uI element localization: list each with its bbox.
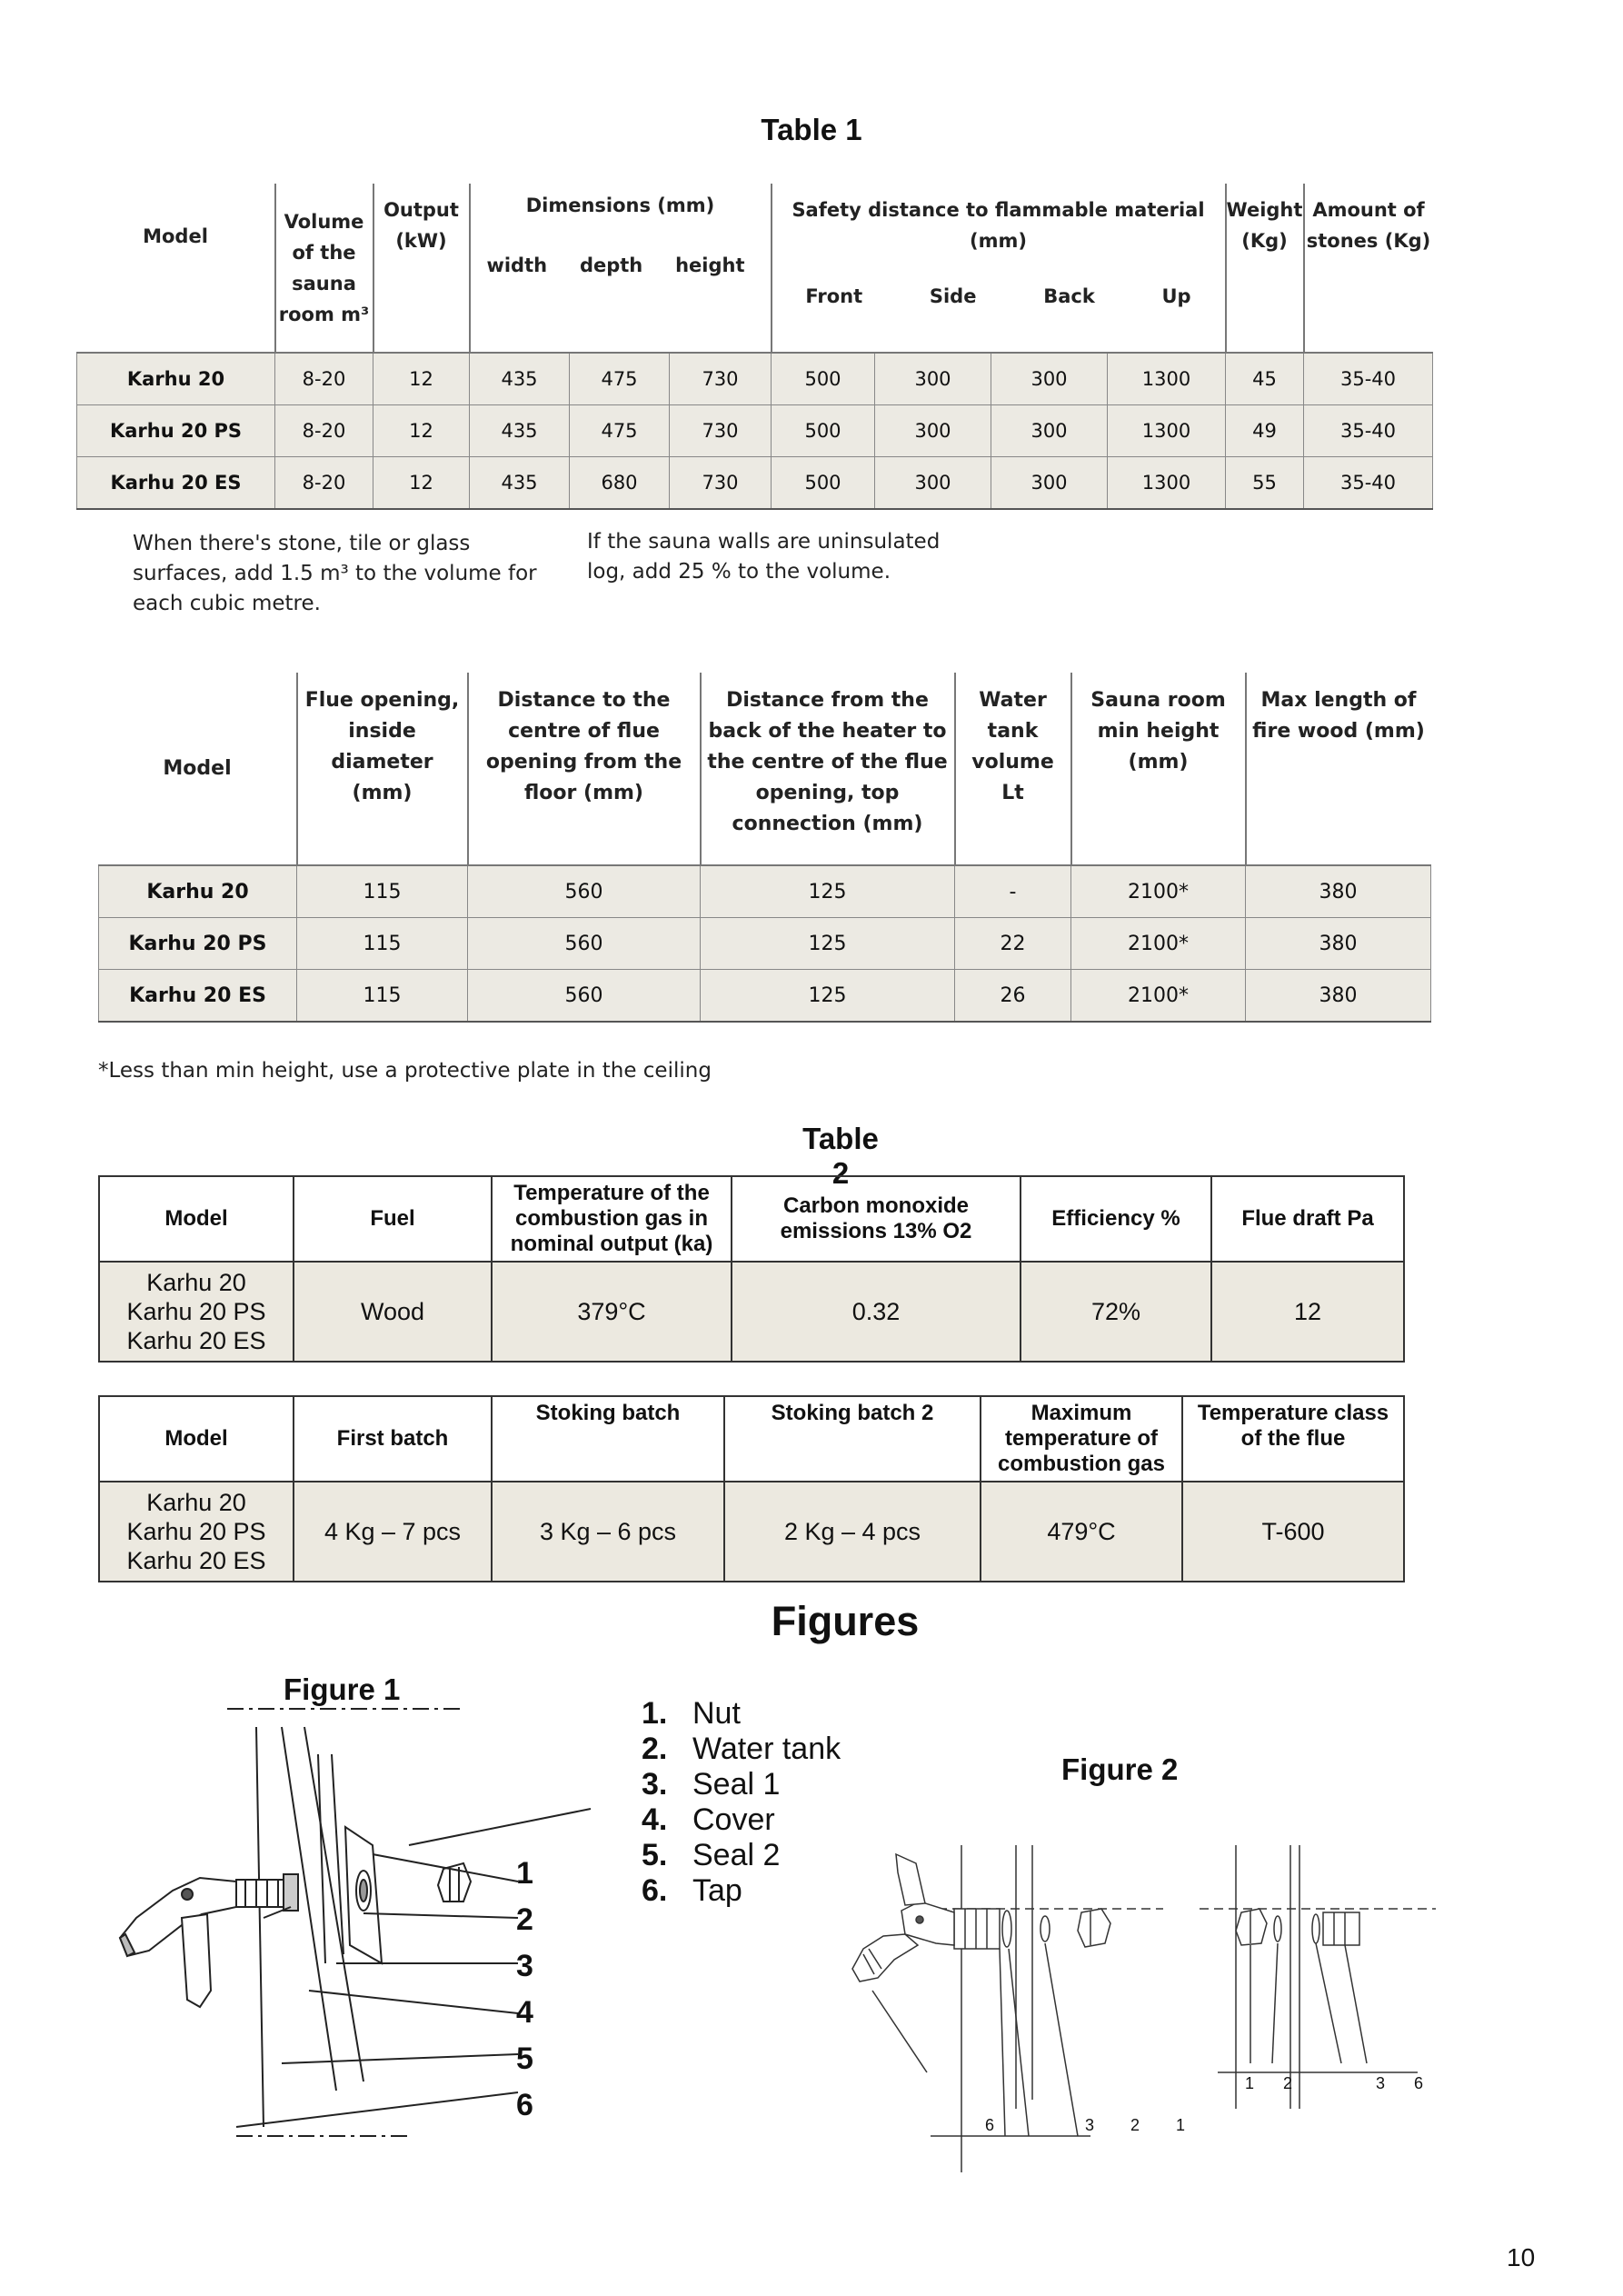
legend-number: 6. bbox=[642, 1873, 668, 1908]
cell: 300 bbox=[875, 405, 991, 457]
col-volume: Volume of the sauna room m³ bbox=[275, 184, 373, 353]
cell: 1300 bbox=[1108, 353, 1226, 405]
col-max-gas-temperature: Maximum temperature of combustion gas bbox=[981, 1396, 1182, 1482]
cell: 560 bbox=[468, 918, 701, 970]
cell: 1300 bbox=[1108, 457, 1226, 510]
table-row bbox=[77, 353, 1433, 405]
legend-number: 2. bbox=[642, 1732, 668, 1766]
col-model: Model bbox=[99, 1396, 294, 1482]
legend-text: Seal 2 bbox=[692, 1838, 781, 1872]
legend-text: Seal 1 bbox=[692, 1767, 781, 1802]
figure2-number: 6 bbox=[1413, 2074, 1423, 2092]
col-stoking-batch-2: Stoking batch 2 bbox=[724, 1396, 981, 1482]
legend-item bbox=[642, 1767, 841, 1802]
cell: 380 bbox=[1246, 865, 1431, 918]
cell: 479°C bbox=[981, 1482, 1182, 1582]
cell: 26 bbox=[955, 970, 1071, 1023]
cell: 475 bbox=[570, 353, 670, 405]
col-output: Output (kW) bbox=[373, 184, 470, 353]
cell: 55 bbox=[1226, 457, 1304, 510]
cell: 12 bbox=[373, 457, 470, 510]
legend-number: 4. bbox=[642, 1802, 668, 1837]
legend-item bbox=[642, 1873, 841, 1909]
col-flue-temperature-class: Temperature class of the flue bbox=[1182, 1396, 1404, 1482]
page-number: 10 bbox=[1507, 2243, 1536, 2271]
safety-front: Front bbox=[805, 285, 863, 307]
cell: 380 bbox=[1246, 918, 1431, 970]
cell: 115 bbox=[297, 918, 468, 970]
cell: 730 bbox=[670, 405, 772, 457]
figure2-right-numbers bbox=[1245, 2074, 1423, 2093]
col-first-batch: First batch bbox=[294, 1396, 492, 1482]
cell: 680 bbox=[570, 457, 670, 510]
cell: 500 bbox=[772, 405, 875, 457]
cell: 300 bbox=[875, 457, 991, 510]
cell: 2100* bbox=[1071, 918, 1246, 970]
col-safety bbox=[772, 184, 1226, 353]
figures-title: Figures bbox=[771, 1598, 920, 1644]
legend-number: 3. bbox=[642, 1767, 668, 1802]
table2-batches bbox=[98, 1395, 1405, 1582]
cell: 49 bbox=[1226, 405, 1304, 457]
safety-back: Back bbox=[1043, 285, 1095, 307]
cell: 560 bbox=[468, 970, 701, 1023]
cell: 1300 bbox=[1108, 405, 1226, 457]
cell: 435 bbox=[470, 457, 570, 510]
dim-height: height bbox=[675, 255, 745, 276]
cell: Karhu 20 PS bbox=[77, 405, 275, 457]
figure1-number: 2 bbox=[516, 1902, 533, 1937]
cell: 379°C bbox=[492, 1262, 732, 1362]
legend-item bbox=[642, 1696, 841, 1732]
cell: 2100* bbox=[1071, 865, 1246, 918]
cell: 8-20 bbox=[275, 353, 373, 405]
col-flue-height: Distance to the centre of flue opening from the floor (mm) bbox=[468, 673, 701, 865]
legend-item bbox=[642, 1802, 841, 1838]
cell: 300 bbox=[875, 353, 991, 405]
cell-models: Karhu 20 Karhu 20 PS Karhu 20 ES bbox=[99, 1262, 294, 1362]
col-gas-temperature: Temperature of the combustion gas in nominal output (ka) bbox=[492, 1176, 732, 1262]
cell: 435 bbox=[470, 353, 570, 405]
col-flue-distance: Distance from the back of the heater to the centre of the flue opening, top connection (mm) bbox=[701, 673, 955, 865]
figure2-label: Figure 2 bbox=[1061, 1752, 1179, 1786]
col-min-height: Sauna room min height (mm) bbox=[1071, 673, 1246, 865]
legend-item bbox=[642, 1732, 841, 1767]
figure2-number: 2 bbox=[1282, 2074, 1292, 2092]
legend-text: Cover bbox=[692, 1802, 775, 1837]
figure2-number: 3 bbox=[1084, 2116, 1094, 2134]
cell: 0.32 bbox=[732, 1262, 1021, 1362]
cell: Wood bbox=[294, 1262, 492, 1362]
cell: 730 bbox=[670, 353, 772, 405]
figure2-number: 1 bbox=[1245, 2074, 1255, 2092]
figure2-left-numbers bbox=[985, 2116, 1185, 2135]
cell: T-600 bbox=[1182, 1482, 1404, 1582]
table-row bbox=[99, 1482, 1404, 1582]
cell: 300 bbox=[991, 457, 1108, 510]
cell: 115 bbox=[297, 970, 468, 1023]
dimensions-label: Dimensions (mm) bbox=[525, 195, 715, 216]
col-flue-diameter: Flue opening, inside diameter (mm) bbox=[297, 673, 468, 865]
col-model: Model bbox=[99, 1176, 294, 1262]
figure2-number: 2 bbox=[1130, 2116, 1140, 2134]
footnote-min-height: *Less than min height, use a protective plate in the ceiling bbox=[98, 1059, 712, 1083]
cell: 115 bbox=[297, 865, 468, 918]
col-model: Model bbox=[143, 225, 208, 247]
dim-depth: depth bbox=[579, 255, 643, 276]
cell: 22 bbox=[955, 918, 1071, 970]
figure2-number: 3 bbox=[1375, 2074, 1385, 2092]
col-stones: Amount of stones (Kg) bbox=[1304, 184, 1433, 353]
col-stoking-batch: Stoking batch bbox=[492, 1396, 724, 1482]
cell: 35-40 bbox=[1304, 353, 1433, 405]
legend-text: Tap bbox=[692, 1873, 742, 1908]
figure2-number: 1 bbox=[1175, 2116, 1185, 2134]
legend-number: 5. bbox=[642, 1838, 668, 1872]
cell: 12 bbox=[1211, 1262, 1404, 1362]
cell: 35-40 bbox=[1304, 405, 1433, 457]
safety-label: Safety distance to flammable material (mm) bbox=[792, 199, 1205, 252]
table1b bbox=[98, 673, 1431, 1023]
figure1-number: 3 bbox=[516, 1949, 533, 1983]
legend-number: 1. bbox=[642, 1696, 668, 1731]
col-model: Model bbox=[163, 756, 232, 780]
cell: 125 bbox=[701, 970, 955, 1023]
cell: 8-20 bbox=[275, 405, 373, 457]
cell: 380 bbox=[1246, 970, 1431, 1023]
table2-combustion bbox=[98, 1175, 1405, 1363]
cell: Karhu 20 bbox=[77, 353, 275, 405]
table1 bbox=[76, 184, 1433, 510]
cell: 500 bbox=[772, 457, 875, 510]
cell: 300 bbox=[991, 353, 1108, 405]
cell: 300 bbox=[991, 405, 1108, 457]
cell: 475 bbox=[570, 405, 670, 457]
table-row bbox=[99, 1262, 1404, 1362]
col-fuel: Fuel bbox=[294, 1176, 492, 1262]
cell: 45 bbox=[1226, 353, 1304, 405]
table2-title: Table 2 bbox=[802, 1122, 879, 1190]
cell: 435 bbox=[470, 405, 570, 457]
note-uninsulated-log: If the sauna walls are uninsulated log, add 25 % to the volume. bbox=[587, 530, 941, 584]
cell: 4 Kg – 7 pcs bbox=[294, 1482, 492, 1582]
cell: 730 bbox=[670, 457, 772, 510]
cell: 2 Kg – 4 pcs bbox=[724, 1482, 981, 1582]
figure2-number: 6 bbox=[985, 2116, 995, 2134]
col-co-emissions: Carbon monoxide emissions 13% O2 bbox=[732, 1176, 1021, 1262]
cell: 125 bbox=[701, 865, 955, 918]
cell: Karhu 20 PS bbox=[99, 918, 297, 970]
table-row bbox=[99, 865, 1431, 918]
figure1-label: Figure 1 bbox=[284, 1672, 401, 1706]
figure1-number: 6 bbox=[516, 2088, 533, 2122]
cell: 500 bbox=[772, 353, 875, 405]
cell: 8-20 bbox=[275, 457, 373, 510]
note-stone-surfaces: When there's stone, tile or glass surfaces, add 1.5 m³ to the volume for each cubic metre. bbox=[133, 532, 537, 615]
table-row bbox=[77, 405, 1433, 457]
figure1-numbers bbox=[516, 1851, 533, 2129]
col-weight: Weight (Kg) bbox=[1226, 184, 1304, 353]
cell: 560 bbox=[468, 865, 701, 918]
table1-title: Table 1 bbox=[761, 113, 862, 146]
cell-models: Karhu 20 Karhu 20 PS Karhu 20 ES bbox=[99, 1482, 294, 1582]
cell: 2100* bbox=[1071, 970, 1246, 1023]
dim-width: width bbox=[486, 255, 548, 276]
col-water-tank: Water tank volume Lt bbox=[955, 673, 1071, 865]
cell: 72% bbox=[1021, 1262, 1211, 1362]
figure-legend bbox=[642, 1696, 841, 1909]
cell: 3 Kg – 6 pcs bbox=[492, 1482, 724, 1582]
cell: 12 bbox=[373, 405, 470, 457]
col-flue-draft: Flue draft Pa bbox=[1211, 1176, 1404, 1262]
safety-side: Side bbox=[929, 285, 977, 307]
figure1-number: 5 bbox=[516, 2041, 533, 2076]
cell: Karhu 20 ES bbox=[99, 970, 297, 1023]
col-efficiency: Efficiency % bbox=[1021, 1176, 1211, 1262]
legend-text: Water tank bbox=[692, 1732, 841, 1766]
table-row bbox=[99, 918, 1431, 970]
legend-text: Nut bbox=[692, 1696, 741, 1731]
legend-item bbox=[642, 1838, 841, 1873]
cell: Karhu 20 ES bbox=[77, 457, 275, 510]
figure1-number: 4 bbox=[516, 1995, 533, 2030]
safety-up: Up bbox=[1161, 285, 1191, 307]
cell: 35-40 bbox=[1304, 457, 1433, 510]
cell: 125 bbox=[701, 918, 955, 970]
table-row bbox=[77, 457, 1433, 510]
cell: - bbox=[955, 865, 1071, 918]
col-dimensions bbox=[470, 184, 772, 353]
col-fire-wood: Max length of fire wood (mm) bbox=[1246, 673, 1431, 865]
cell: Karhu 20 bbox=[99, 865, 297, 918]
cell: 12 bbox=[373, 353, 470, 405]
table-row bbox=[99, 970, 1431, 1023]
figure1-number: 1 bbox=[516, 1856, 533, 1891]
